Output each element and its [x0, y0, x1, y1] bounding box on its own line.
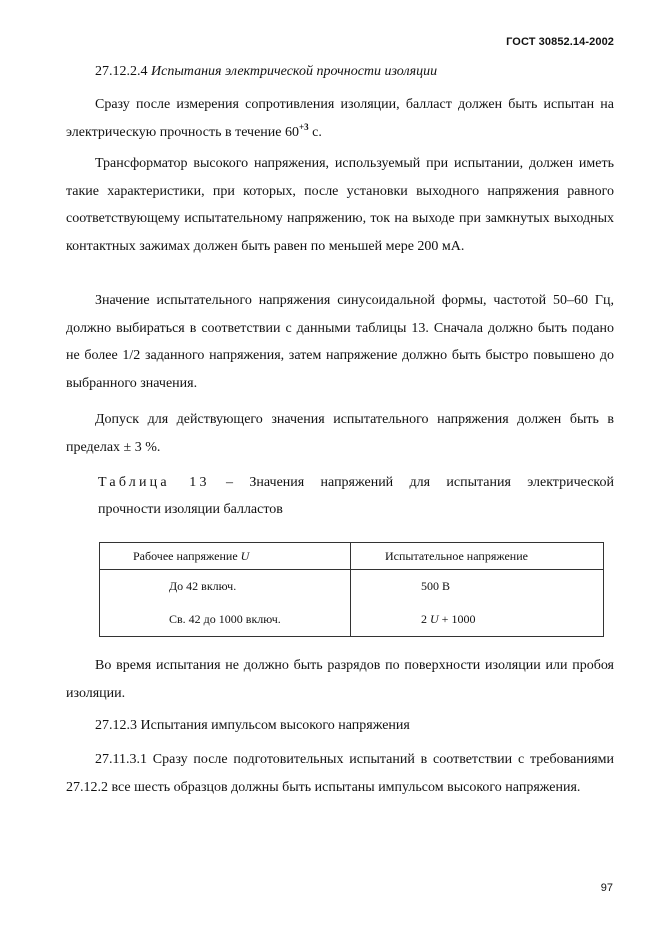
column-header-working-voltage: Рабочее напряжение U — [100, 543, 351, 570]
paragraph-6: 27.11.3.1 Сразу после подготовительных испытаний в соответствии с требованиями 27.12.2 все шесть образцов должны быть испытаны импульсом высокого напряжения. — [66, 752, 614, 795]
heading-title: Испытания электрической прочности изоляции — [151, 64, 438, 79]
working-voltage-cell — [100, 570, 351, 637]
table-caption-line-2: прочности изоляции балластов — [98, 502, 283, 517]
page-number: 97 — [600, 882, 613, 894]
table-caption-title: – Значения напряжений для испытания электрической — [209, 475, 614, 490]
voltage-table — [99, 542, 604, 637]
heading-number: 27.12.2.4 — [95, 64, 148, 79]
paragraph-5: Во время испытания не должно быть разрядов по поверхности изоляции или пробоя изоляции. — [66, 658, 614, 701]
table-caption-label: Таблица 13 — [98, 475, 210, 490]
table-row-2-test: 2 U + 1000 — [421, 612, 476, 626]
paragraph-4: Допуск для действующего значения испытательного напряжения должен быть в пределах ± 3 %. — [66, 412, 614, 455]
time-tolerance-superscript: +3 — [299, 121, 309, 132]
test-voltage-cell — [351, 570, 604, 637]
paragraph-1 — [66, 91, 614, 146]
paragraph-1-unit: с. — [308, 124, 322, 140]
table-row-1-test: 500 В — [421, 579, 451, 593]
table-body-row — [100, 570, 604, 637]
section-heading-27-12-2-4 — [66, 58, 614, 86]
paragraph-2: Трансформатор высокого напряжения, используемый при испытании, должен иметь такие характеристики, при которых, после установки выходного напряжения равного соответствующему испытательному напряжению, ток на выходе при замкнутых выходных контактных зажимах должен быть равен по меньшей мере 200 мА. — [66, 156, 614, 254]
table-caption-line-1 — [98, 469, 614, 496]
document-code-header: ГОСТ 30852.14-2002 — [506, 36, 614, 48]
table-header-row — [100, 543, 604, 570]
section-heading-27-12-3: 27.12.3 Испытания импульсом высокого напряжения — [95, 718, 410, 733]
table-caption — [98, 469, 614, 523]
column-header-test-voltage: Испытательное напряжение — [351, 543, 604, 570]
paragraph-1-text: Сразу после измерения сопротивления изоляции, балласт должен быть испытан на электрическую прочность в течение 60 — [66, 97, 614, 140]
paragraph-3: Значение испытательного напряжения синусоидальной формы, частотой 50–60 Гц, должно выбираться в соответствии с данными таблицы 13. Сначала должно быть подано не более 1/2 заданного напряжения, затем напряжение должно быть быстро повышено до выбранного значения. — [66, 293, 614, 391]
table-row-2-working: Св. 42 до 1000 включ. — [169, 612, 281, 626]
table-row-1-working: До 42 включ. — [169, 579, 237, 593]
